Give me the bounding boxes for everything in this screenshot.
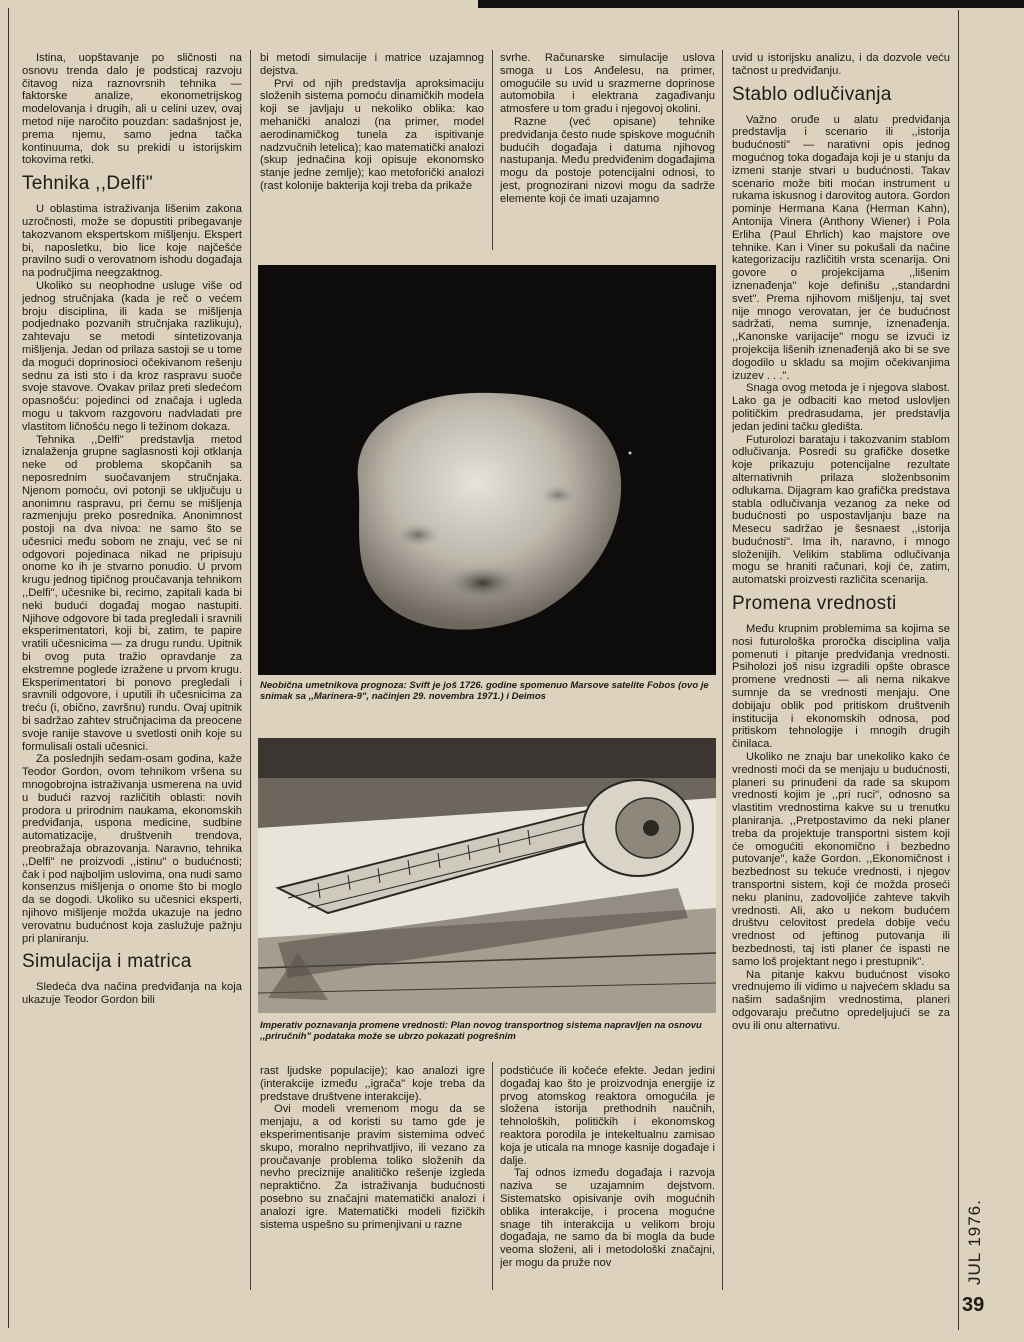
column-3-bottom [500, 1065, 715, 1295]
paragraph: U oblastima istraživanja lišenim zakona uzročnosti, može se dopustiti pribegavanje takozvanom ekspertskom mišljenju. Ekspert bi, naposletku, bio lice koje najčešće pravilno sudi o verovatnom ishodu događaja na područjima neegzaktnog. [22, 203, 242, 280]
column-1 [22, 52, 242, 1292]
section-heading-promena: Promena vrednosti [732, 593, 897, 615]
paragraph: podstićuće ili kočeće efekte. Jedan jedini događaj kao što je proizvodnja energije iz prvog atomskog reaktora omogućila je složena istorija prethodnih naučnih, tehnoloških, političkih i ekonomskog reaktora porodila je intekeltualnu zamisao koja je uticala na mnoge kasnije događaje i dalje. [500, 1065, 715, 1167]
transport-sketch [258, 738, 716, 1013]
top-black-bar [478, 0, 1024, 8]
paragraph: svrhe. Računarske simulacije uslova smoga u Los Anđelesu, na primer, omogućile su uvid u srazmerne doprinose automobila i elektrana zagađivanju atmosfere u tom gradu i njegovoj okolini. [500, 52, 715, 116]
paragraph: Sledeća dva načina predviđanja na koja ukazuje Teodor Gordon bili [22, 981, 242, 1007]
paragraph: Za poslednjih sedam-osam godina, kaže Teodor Gordon, ovom tehnikom vršena su mnogobrojna istraživanja usmerena na uvid u budući razvoj različitih oblasti: novih prodora u prirodnim naukama, ekonomskih predviđanja, uspona medicine, sudbine automatizacije, društvenih trendova, preobražaja obrazovanja. Naravno, tehnika ,,Delfi" ne proizvodi ,,istinu" o budućnosti; čak i pod najboljim uslovima, ona nudi samo konsenzus mišljenja o onome što bi moglo da se dogodi. Ukoliko su učesnici eksperti, njihovo mišljenje možda ukazuje na jedno verovatnu budućnost koja zaslužuje pažnju pri planiranju. [22, 753, 242, 945]
paragraph: Razne (već opisane) tehnike predviđanja često nude spiskove mogućnih budućih događaja i datuma njihovog nastupanja. Među predviđenim događajima mogu da postoje potencijalni odnosi, to jest, prognozirani nizovi mogu da sadrže elemente koji će imati uzajamno [500, 115, 715, 205]
paragraph: Među krupnim problemima sa kojima se nosi futurološka proročka disciplina valja pomenuti i pitanje predviđanja vrednosti. Psiholozi još nisu izgradili opšte obrasce promene vrednosti — ali nema nikakve sumnje da se vrednosti menjaju. One dobijaju oblik pod pritiskom društvenih institucija i ekonomskih odnosa, pod pritiskom tehnologije i mnogih drugih činilaca. [732, 623, 950, 751]
column-2-top [260, 52, 484, 257]
paragraph: Na pitanje kakvu budućnost visoko vrednujemo ili vidimo u najvećem skladu sa našim sadašnjim vrednostima, planeri odgovaraju prečutno opredeljujući se za ovu ili onu alternativu. [732, 968, 950, 1032]
column-4 [732, 52, 950, 1292]
paragraph: Ovi modeli vremenom mogu da se menjaju, a od koristi su tamo gde je eksperimentisanje pravim sistemima odveć skupo, moralno neprihvatljivo, ili vezano za proučavanje problema toliko složenih da nevho preciznije analitičko rešenje izgleda nepraktično. Za istraživanja budućnosti posebno su značajni matematički analozi i analozi igre. Matematički modeli fizičkih sistema uspešno su primenjivani u razne [260, 1103, 485, 1231]
column-rule [250, 50, 251, 1290]
section-heading-delfi: Tehnika ,,Delfi" [22, 173, 153, 195]
paragraph: Taj odnos između događaja i razvoja naziva se uzajamnim dejstvom. Sistematsko opisivanje ovih mogućnih oblika interakcije, i procena mogućne snage tih interakcija u velikom broju događaja, ne samo da bi mogla da bude veoma složeni, ali i metodološki značajni, jer mogu da pruže nov [500, 1167, 715, 1269]
photo-caption: Neobična umetnikova prognoza: Svift je još 1726. godine spomenuo Marsove satelite Fobos (ovo je snimak sa ,,Marinera-9", načinjen 29. novembra 1971.) i Deimos [260, 680, 709, 702]
column-2-bottom [260, 1065, 485, 1295]
paragraph: Istina, uopštavanje po sličnosti na osnovu trenda dalo je podsticaj razvoju čitavog niza raznovrsnih tehnika — faktorske analize, ekonometrijskog modelovanja i drugih, ali u celini uzev, ovaj metod nije naročito pouzdan: sadašnjost je, prema njemu, samo jedna tačka kontinuuma, dok su prekidi u istorijskim tokovima retki. [22, 52, 242, 167]
paragraph: Prvi od njih predstavlja aproksimaciju složenih sistema pomoću dinamičkih modela koji se javljaju u nekoliko oblika: kao mehanički analozi (na primer, model aerodinamičkog tunela za ispitivanje nadzvučnih letelica); kao matematički analozi (skup jednačina koji opisuje ekonomsko stanje jedne zemlje); kao metoforički analozi (rast kolonije bakterija koji treba da prikaže [260, 77, 484, 192]
paragraph: rast ljudske populacije); kao analozi igre (interakcije između ,,igrača" koje treba da predstave društvene interakcije). [260, 1065, 485, 1103]
column-rule [722, 50, 723, 1290]
photo-caption: Imperativ poznavanja promene vrednosti: Plan novog transportnog sistema napravljen na osnovu ,,priručnih" podataka može se ubrzo pokazati pogrešnim [260, 1020, 702, 1042]
paragraph: Snaga ovog metoda je i njegova slabost. Lako ga je odbaciti kao metod uslovljen političkim predrasudama, jer predstavlja jedan jedini tačku gledišta. [732, 382, 950, 433]
paragraph: bi metodi simulacije i matrice uzajamnog dejstva. [260, 52, 484, 77]
paragraph: Futurolozi barataju i takozvanim stablom odlučivanja. Posredi su grafičke dosetke koje prikazuju potencijalne rezultate alternativnih prilaza složenbsonim odlukama. Dijagram kao grafička predstava stabla odlučivanja vezanog za neke od budućnosti po uspostavljanju baze na Mesecu sadržao je šesnaest ,,istorija budućnosti". Ima ih, naravno, i mnogo složenijih. Velikim stablima odlučivanja mogu se hraniti računari, koji će, zatim, automatski proizvesti različita scenarija. [732, 433, 950, 587]
page-number: 39 [962, 1294, 985, 1316]
column-rule [492, 50, 493, 250]
column-3-top [500, 52, 715, 257]
paragraph: uvid u istorijsku analizu, i da dozvole veću tačnost u predviđanju. [732, 52, 950, 77]
left-margin-rule [8, 8, 9, 1328]
section-heading-stablo: Stablo odlučivanja [732, 83, 892, 105]
moon-photo [258, 265, 716, 675]
paragraph: Tehnika ,,Delfi" predstavlja metod iznalaženja grupne saglasnosti koji otklanja neke od problema skopčanih sa neposrednim suočavanjem stručnjaka. Njenom pomoću, ovi potonji se uključuju u anonimnu raspravu, pri čemu se mišljenja razmenjuju preko posrednika. Anonimnost postoji na dva nivoa: ne samo što se učesnici među sobom ne znaju, već se ni odgovori pojedinaca nikad ne pripisuju onome ko ih je stvarno ponudio. U prvom krugu jednog tipičnog proučavanja tehnikom ,,Delfi", učesnike bi, recimo, zapitali kada bi neki budući događaj mogao nastupiti. Njihove odgovore bi tada pregledali i sravnili eksperimentatori, koji bi, zatim, te papire vratili učesnicima — za drugu rundu. Upitnik bi ovog puta tražio opravdanje za ekstremne poglede izražene u prvom krugu. Eksperimentatori bi ponovo pregledali i sravnili odgovore, i uputili ih učesnicima za treću (i, obično, završnu) rundu. Ovaj upitnik bi sadržao zahtev stručnjacima da preocene svoje ranije stavove u svetlosti onih koje su formulisali ostali učesnici. [22, 433, 242, 753]
column-rule [492, 1062, 493, 1290]
paragraph: Ukoliko ne znaju bar unekoliko kako će vrednosti moći da se menjaju u budućnosti, planeri su prinuđeni da rade sa skupom vrednosti kojim je ,,pri ruci", odnosno sa vlastitim vrednostima kakve su u trenutku planiranja. ,,Pretpostavimo da neki planer treba da projektuje transportni sistem koji će omogućiti ekonomično i bezbedno putovanje", kaže Gordon. ,,Ekonomičnost i bezbednost su tekuće vrednosti, i njegov transportni sistem, koji će možda proseći neku planinu, zadovoljiće zahteve takvih vrednosti. Ali, ako u nekom budućem društvu celovitost predela dobije veću vrednost od jeftinog putovanja ili bezbednosti, taj isti planer će ispasti ne samo loš projektant nego i prestupnik". [732, 751, 950, 968]
issue-date: JUL 1976. [965, 1199, 984, 1285]
paragraph: Važno oruđe u alatu predviđanja predstavlja i scenario ili ,,istorija budućnosti" — narativni opis jednog mogućnog toka događaja koji je u stanju da izmeni stanje stvari u budućnosti. Takav scenario može biti moćan instrument u rukama iskusnog i darovitog autora. Gordon pominje Hermana Kana (Herman Kahn), Antonija Vinera (Anthony Wiener) i Pola Erliha (Paul Ehrlich) kao majstore ove tehnike. Kan i Viner su pokušali da načine kategorizaciju različitih vrsta scenarija. Oni govore o projekcijama ,,lišenim iznenađenja" koje definišu ,,standardni svet". Prema njihovom mišljenju, taj svet nije mnogo verovatan, jer će budućnost sadržati, nema sumnje, iznenađenja. ,,Kanonske varijacije" mogu se izvući iz projekcija lišenih iznenađenjā ako bi se sve dogodilo u skladu sa mojim očekivanjima izuzev . . .". [732, 113, 950, 382]
section-heading-simulacija: Simulacija i matrica [22, 951, 192, 973]
paragraph: Ukoliko su neophodne usluge više od jednog stručnjaka (kada je reč o većem broju disciplina, ili kada se mišljenja podjednako pozvanih stručnjaka razlikuju), zahtevaju se metodi sintetizovanja mišljenja. Jedan od prilaza sastoji se u tome da mogući doprinosioci očekivanom rešenju sednu za isti sto i da kroz raspravu suoče svoje stavove. Ovakav prilaz preti sledećom opasnošću: pojedinci od značaja i ugleda mogu u takvom razgovoru nadvladati pre vlastitom ličnošću nego li težinom dokaza. [22, 279, 242, 433]
right-margin-rule [958, 10, 959, 1330]
